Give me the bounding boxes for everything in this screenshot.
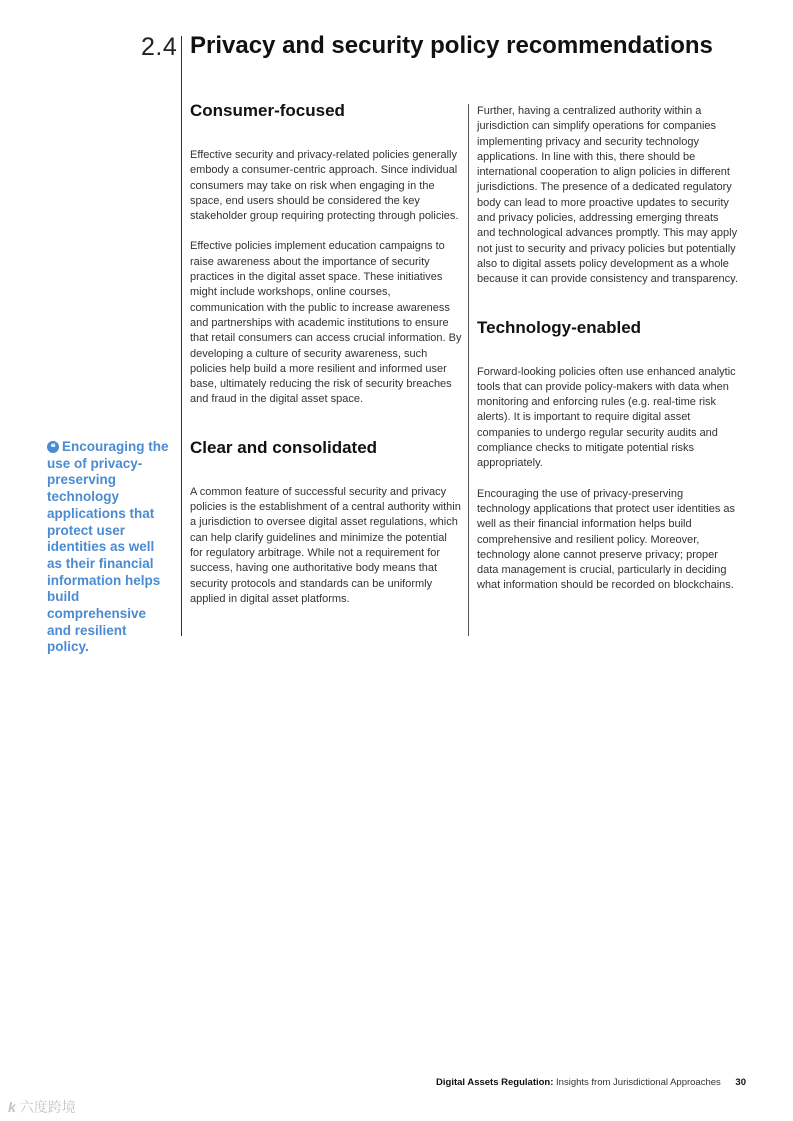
page-number: 30 xyxy=(735,1077,746,1088)
consumer-paragraph-2: Effective policies implement education campaigns to raise awareness about the importance of security practices in the digital asset space. These initiatives might include workshops, online courses, communication with the public to increase awareness and partnerships with academic institutions to ensure that retail consumers can access crucial information. By developing a culture of security awareness, such policies help build a more resilient and informed user base, ultimately reducing the risk of security breaches and fraud in the digital asset space. xyxy=(190,240,462,406)
tech-paragraph-1: Forward-looking policies often use enhanced analytic tools that can provide policy-makers with data when monitoring and enforcing rules (e.g. real-time risk alerts). It is important to require digital asset companies to undergo regular security audits and compliance checks to mitigate potential risks appropriately. xyxy=(477,365,736,470)
section-number: 2.4 xyxy=(141,33,178,61)
footer-report-title: Digital Assets Regulation: xyxy=(436,1077,554,1088)
page-footer xyxy=(436,1077,746,1088)
quote-icon: ❝ xyxy=(47,441,59,453)
right-column xyxy=(477,104,739,594)
consumer-paragraph-1: Effective security and privacy-related policies generally embody a consumer-centric approach. Since individual consumers may take on risk when engaging in the space, end users should be considered the key stakeholder group requiring protecting through policies. xyxy=(190,149,459,223)
pull-quote xyxy=(47,439,172,656)
watermark-logo-icon: k xyxy=(8,1099,16,1115)
title-divider xyxy=(181,36,182,636)
footer-report-subtitle: Insights from Jurisdictional Approaches xyxy=(556,1077,721,1088)
further-paragraph: Further, having a centralized authority within a jurisdiction can simplify operations for companies implementing privacy and security technology applications. In line with this, there should be international cooperation to align policies in different jurisdictions. The presence of a dedicated regulatory body can lead to more proactive updates to security and privacy policies, addressing emerging threats and technological advances promptly. This may apply not just to security and privacy policies but potentially also to digital assets policy development as a whole because it can provide consistency and transparency. xyxy=(477,105,738,286)
pull-quote-text: Encouraging the use of privacy-preserving technology applications that protect user identities as well as their financial information helps build comprehensive and resilient policy. xyxy=(47,439,169,655)
page-title: Privacy and security policy recommendations xyxy=(190,32,713,59)
technology-enabled-heading: Technology-enabled xyxy=(477,317,642,337)
watermark xyxy=(8,1097,76,1117)
clear-consolidated-heading: Clear and consolidated xyxy=(190,437,378,457)
tech-paragraph-2: Encouraging the use of privacy-preserving technology applications that protect user identities as well as their financial information helps build comprehensive and resilient policy. Moreover, technology alone cannot preserve privacy; proper data management is crucial, particularly in deciding what information should be recorded on blockchains. xyxy=(477,487,736,592)
column-divider xyxy=(468,104,469,636)
consumer-focused-heading: Consumer-focused xyxy=(190,101,345,120)
watermark-text: 六度跨境 xyxy=(19,1099,76,1115)
left-column xyxy=(190,101,462,607)
clear-paragraph-1: A common feature of successful security and privacy policies is the establishment of a central authority within a jurisdiction to oversee digital asset regulations, which can help clarify guidelines and minimize the potential for regulatory arbitrage. While not a requirement for success, having one authoritative body means that security protocols and standards can be uniformly applied in digital asset platforms. xyxy=(190,485,461,605)
